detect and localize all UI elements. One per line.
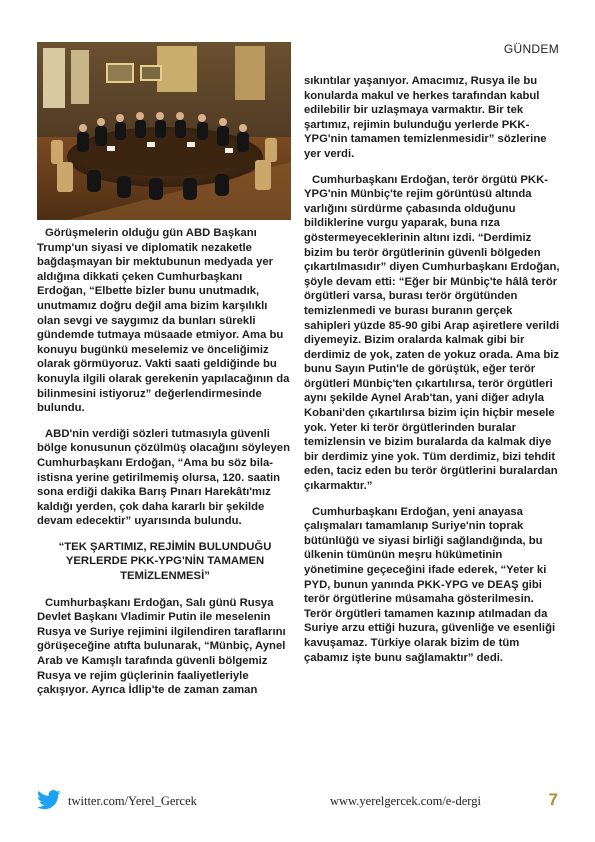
page-number: 7	[548, 790, 558, 809]
paragraph: sıkıntılar yaşanıyor. Amacımız, Rusya ile bu konularda makul ve herkes tarafından kabul edilebilir bir uzlaşmaya varmaktır. Bir tek şartımız, rejimin bulunduğu yerlerde PKK-YPG'nin tamamen temizlenmesidir” sözlerine yer verdi.	[304, 75, 547, 160]
right-column	[304, 74, 560, 676]
twitter-bird-icon	[37, 790, 61, 815]
website-link[interactable]: www.yerelgercek.com/e-dergi	[330, 794, 481, 808]
meeting-photo	[37, 42, 291, 220]
paragraph: ABD'nin verdiği sözleri tutmasıyla güvenli bölge konusunun çözülmüş olacağını söyleyen Cumhurbaşkanı Erdoğan, “Ama bu söz bila-istisna yerine getirilmemiş olursa, 120. saatin sona erdiği dakika Barış Pınarı Harekâtı'mız kaldığı yerden, çok daha kararlı bir şekilde devam edecektir” uyarısında bulundu.	[37, 427, 290, 528]
paragraph: Cumhurbaşkanı Erdoğan, yeni anayasa çalışmaları tamamlanıp Suriye'nin toprak bütünlüğü ve siyasi birliği sağlandığında, bu ülkenin tümünün meşru hükümetinin yönetimine geçeceğini ifade ederek, “Yeter ki PYD, bunun yanında PKK-YPG ve DEAŞ gibi terör örgütlerine müsamaha gösterilmesin. Terör örgütleri tamamen kazınıp atılmadan da Suriye arzu ettiği huzura, güvenliğe ve esenliği kavuşamaz. Türkiye olarak bizim de tüm çabamız işte bunu sağlamaktır” dedi.	[304, 505, 556, 664]
left-column	[37, 226, 293, 709]
paragraph: Cumhurbaşkanı Erdoğan, terör örgütü PKK-YPG'nin Münbiç'te rejim görüntüsü altında varlığını sürdürme çabasında olduğunu bildiklerine vurgu yaparak, buna rıza göstermeyeceklerinin altını izdi. “Derdimiz bizim bu terör örgütlerinin güvenli bölgeden çıkartılmasıdır” diyen Cumhurbaşkanı Erdoğan, şöyle devam etti: “Eğer bir Münbiç'te hâlâ terör örgütleri varsa, burası terör örgütünden temizlenmedi ve burası buranın gerçek sahipleri yüzde 85-90 gibi Arap aşiretlere verildi diyemeyiz. Bizim oralarda kalmak gibi bir derdimiz de yok, zaten de yokuz orada. Ama biz bunu Sayın Putin'le de görüştük, eğer terör örgütleri Münbiç'ten çıkartılırsa, terör örgütleri aynı şekilde Aynel Arab'tan, yani diğer adıyla Kobani'den çıkartılırsa bizim için hiçbir mesele yok. Yeter ki terör örgütlerinden buralar temizlensin ve bizim buralarda da kalmak diye bir derdimiz yine yok. Tüm derdimiz, bizi tehdit eden, taciz eden bu terör örgütlerini buralardan çıkarmaktır.”	[304, 173, 560, 493]
section-label: GÜNDEM	[503, 42, 559, 56]
twitter-link[interactable]: twitter.com/Yerel_Gercek	[68, 794, 197, 808]
paragraph: Görüşmelerin olduğu gün ABD Başkanı Trump'un siyasi ve diplomatik nezaketle bağdaşmayan bir mektubunun medyada yer aldığına dikkati çeken Cumhurbaşkanı Erdoğan, “Elbette bizler bunu unutmadık, unutmamız doğru değil ama bizim karşılıklı olan sevgi ve saygımız da bunları sürekli gündemde tutmaya müsaade etmiyor. Ama bu konuyu bugünkü meselemiz ve önceliğimiz olarak görmüyoruz. Vakti saati geldiğinde bu konuyla ilgili olarak gerekenin yapılacağının da bilinmesini istiyoruz” değerlendirmesinde bulundu.	[37, 227, 290, 415]
section-subheading: “TEK ŞARTIMIZ, REJİMİN BULUNDUĞU YERLERDE PKK-YPG'NİN TAMAMEN TEMİZLENMESİ”	[58, 540, 272, 583]
paragraph: Cumhurbaşkanı Erdoğan, Salı günü Rusya Devlet Başkanı Vladimir Putin ile meselenin Rusya ve Suriye rejimini ilgilendiren taraflarını görüşeceğine atıfta bulunarak, “Münbiç, Aynel Arab ve Kamışlı tarafında güvenli bölgemiz Rusya ve rejim güçlerinin faaliyetleriyle çakışıyor. Ayrıca İdlip'te de zaman zaman	[37, 596, 286, 697]
page-footer	[0, 790, 595, 812]
